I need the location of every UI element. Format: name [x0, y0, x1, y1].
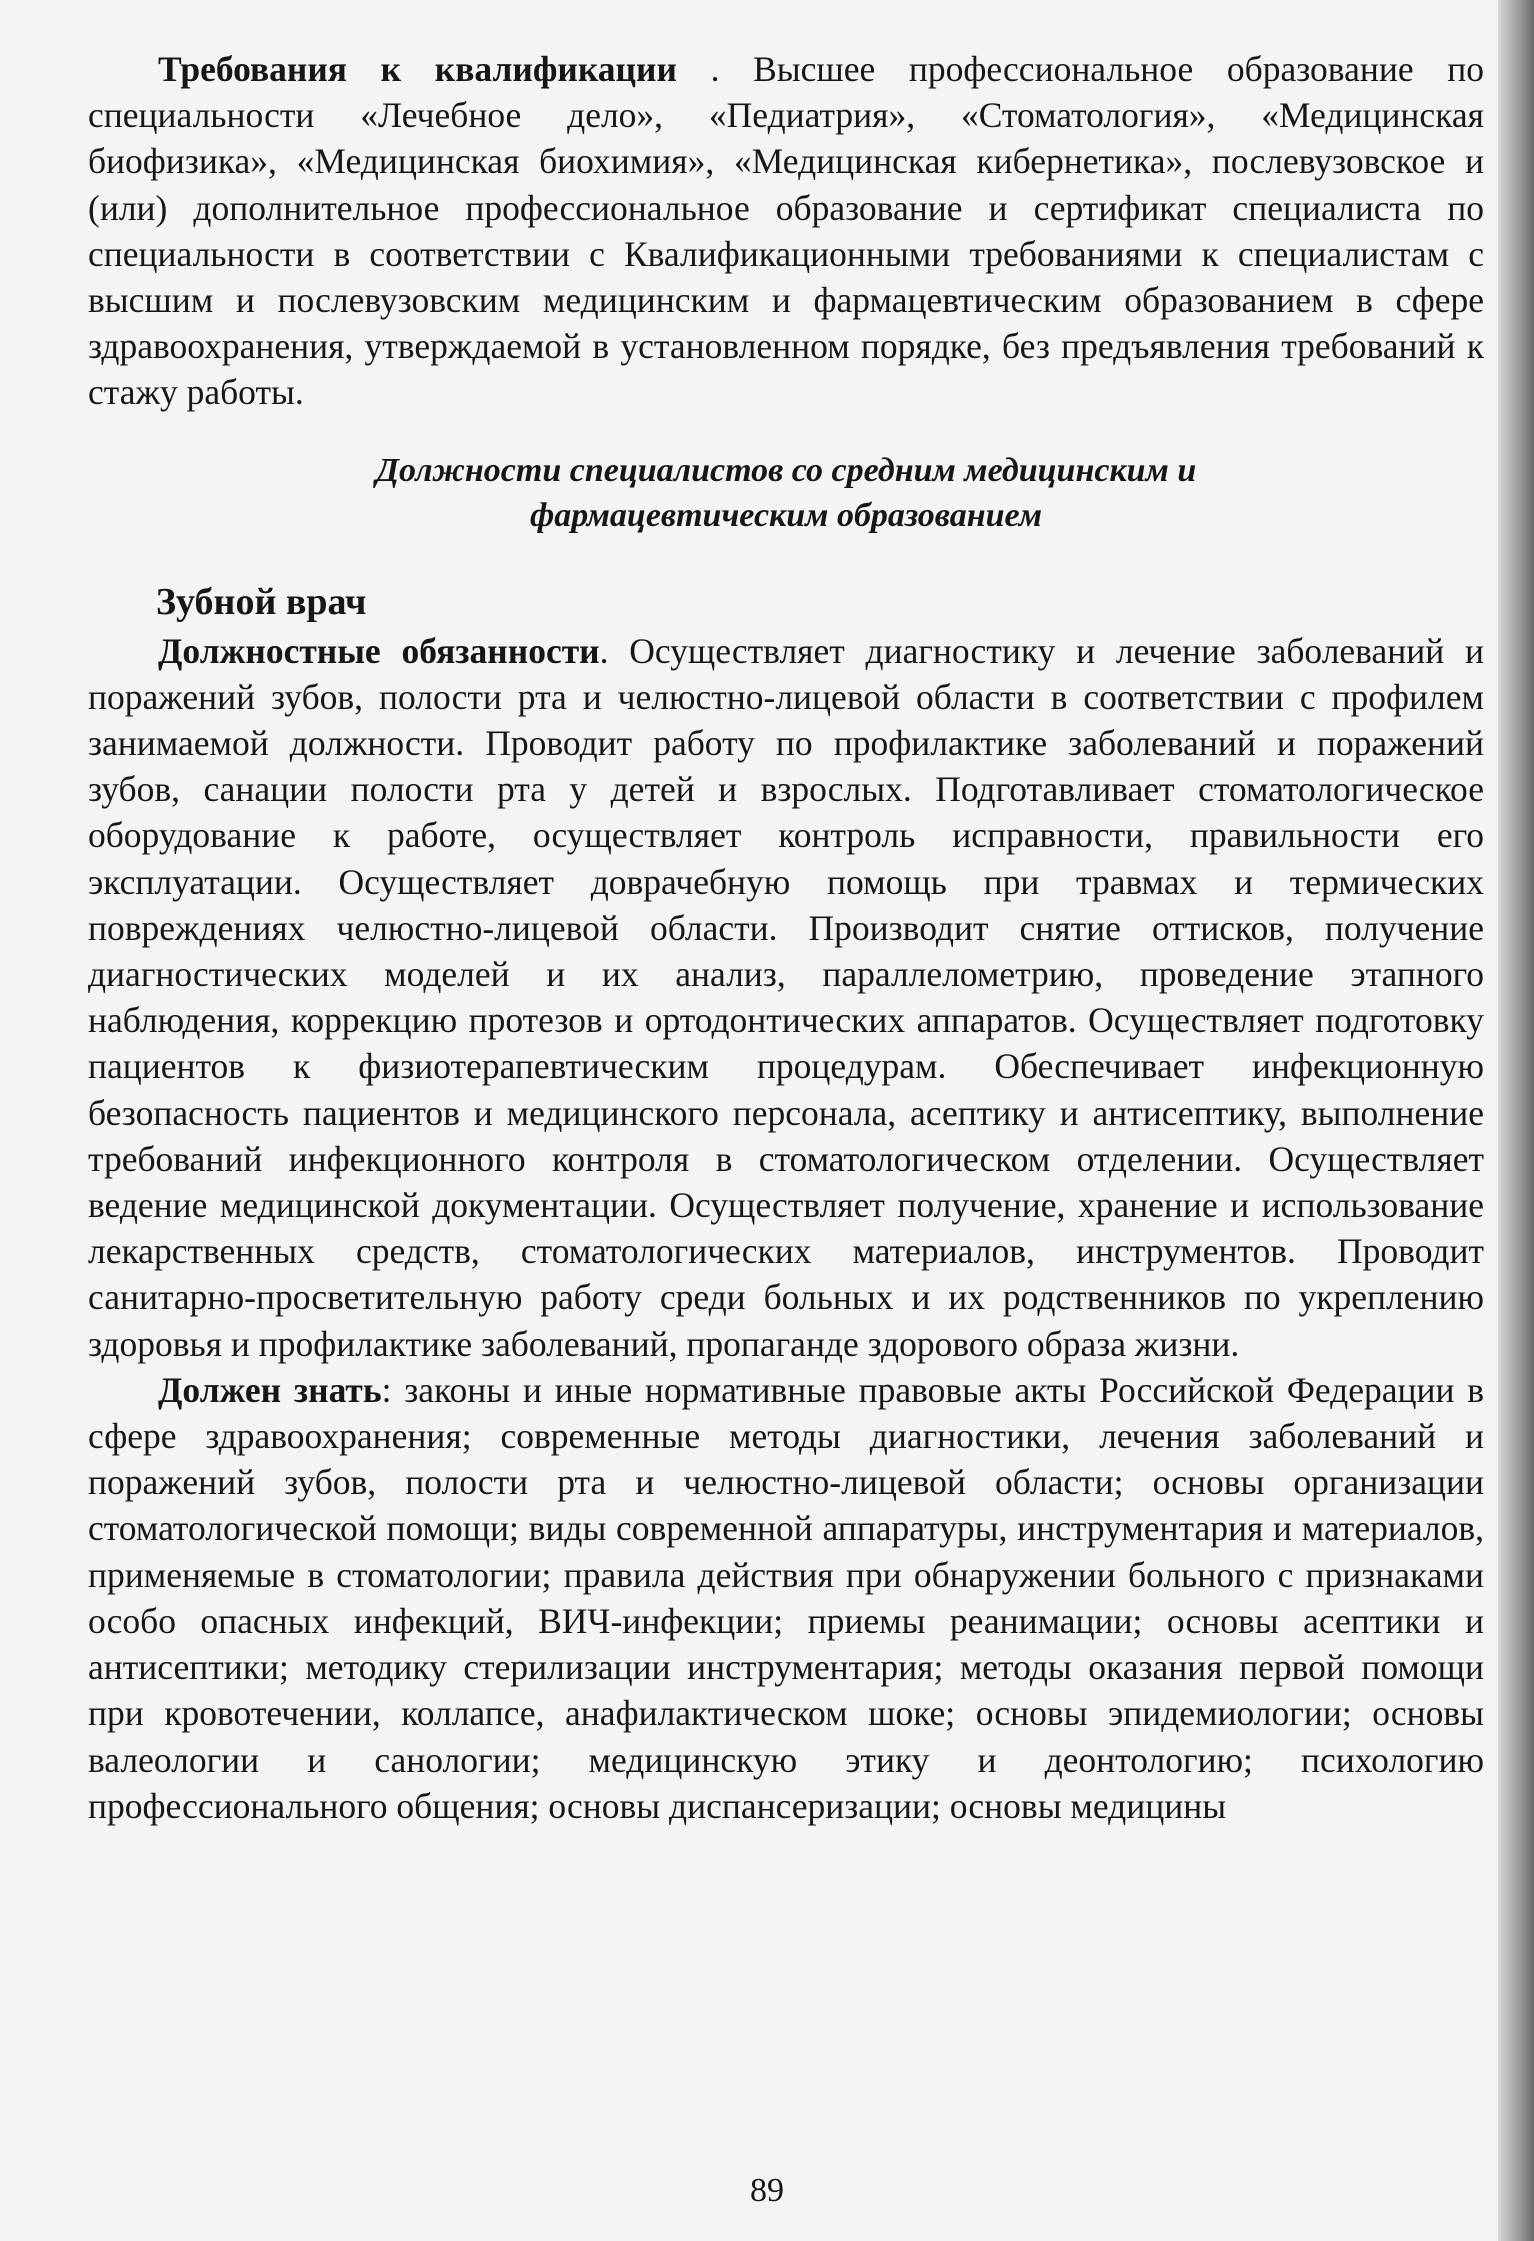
- page-number: 89: [750, 2172, 784, 2209]
- position-heading: Зубной врач: [156, 580, 367, 623]
- book-spine-shadow: [1498, 0, 1534, 2241]
- duties-paragraph: [88, 628, 1484, 1367]
- qualification-requirements-paragraph: [88, 46, 1484, 416]
- qualification-requirements-lead: Требования к квалификации: [158, 49, 677, 89]
- section-title-line1: Должности специалистов со средним медицинским и: [375, 451, 1197, 489]
- duties-lead: Должностные обязанности: [158, 630, 600, 671]
- must-know-lead: Должен знать: [158, 1369, 382, 1410]
- page-text: [88, 46, 1484, 1829]
- duties-text: . Осуществляет диагностику и лечение заболеваний и поражений зубов, полости рта и челюстно-лицевой области в соответствии с профилем занимаемой должности. Проводит работу по профилактике заболеваний и поражений зубов, санации полости рта у детей и взрослых. Подготавливает стоматологическое оборудование к работе, осуществляет контроль исправности, правильности его эксплуатации. Осуществляет доврачебную помощь при травмах и термических повреждениях челюстно-лицевой области. Производит снятие оттисков, получение диагностических моделей и их анализ, параллелометрию, проведение этапного наблюдения, коррекцию протезов и ортодонтических аппаратов. Осуществляет подготовку пациентов к физиотерапевтическим процедурам. Обеспечивает инфекционную безопасность пациентов и медицинского персонала, асептику и антисептику, выполнение требований инфекционного контроля в стоматологическом отделении. Осуществляет ведение медицинской документации. Осуществляет получение, хранение и использование лекарственных средств, стоматологических материалов, инструментов. Проводит санитарно-просветительную работу среди больных и их родственников по укреплению здоровья и профилактике заболеваний, пропаганде здорового образа жизни.: [88, 630, 1484, 1364]
- must-know-text: : законы и иные нормативные правовые акты Российской Федерации в сфере здравоохранения; современные методы диагностики, лечения заболеваний и поражений зубов, полости рта и челюстно-лицевой области; основы организации стоматологической помощи; виды современной аппаратуры, инструментария и материалов, применяемые в стоматологии; правила действия при обнаружении больного с признаками особо опасных инфекций, ВИЧ-инфекции; приемы реанимации; основы асептики и антисептики; методику стерилизации инструментария; методы оказания первой помощи при кровотечении, коллапсе, анафилактическом шоке; основы эпидемиологии; основы валеологии и санологии; медицинскую этику и деонтологию; психологию профессионального общения; основы диспансеризации; основы медицины: [88, 1369, 1484, 1826]
- section-title-line2: фармацевтическим образованием: [529, 496, 1043, 534]
- section-title: [88, 448, 1484, 538]
- must-know-paragraph: [88, 1367, 1484, 1829]
- qualification-requirements-text: . Высшее профессиональное образование по специальности «Лечебное дело», «Педиатрия», «Стоматология», «Медицинская биофизика», «Медицинская биохимия», «Медицинская кибернетика», послевузовское и (или) дополнительное профессиональное образование и сертификат специалиста по специальности в соответствии с Квалификационными требованиями к специалистам с высшим и послевузовским медицинским и фармацевтическим образованием в сфере здравоохранения, утверждаемой в установленном порядке, без предъявления требований к стажу работы.: [88, 49, 1484, 413]
